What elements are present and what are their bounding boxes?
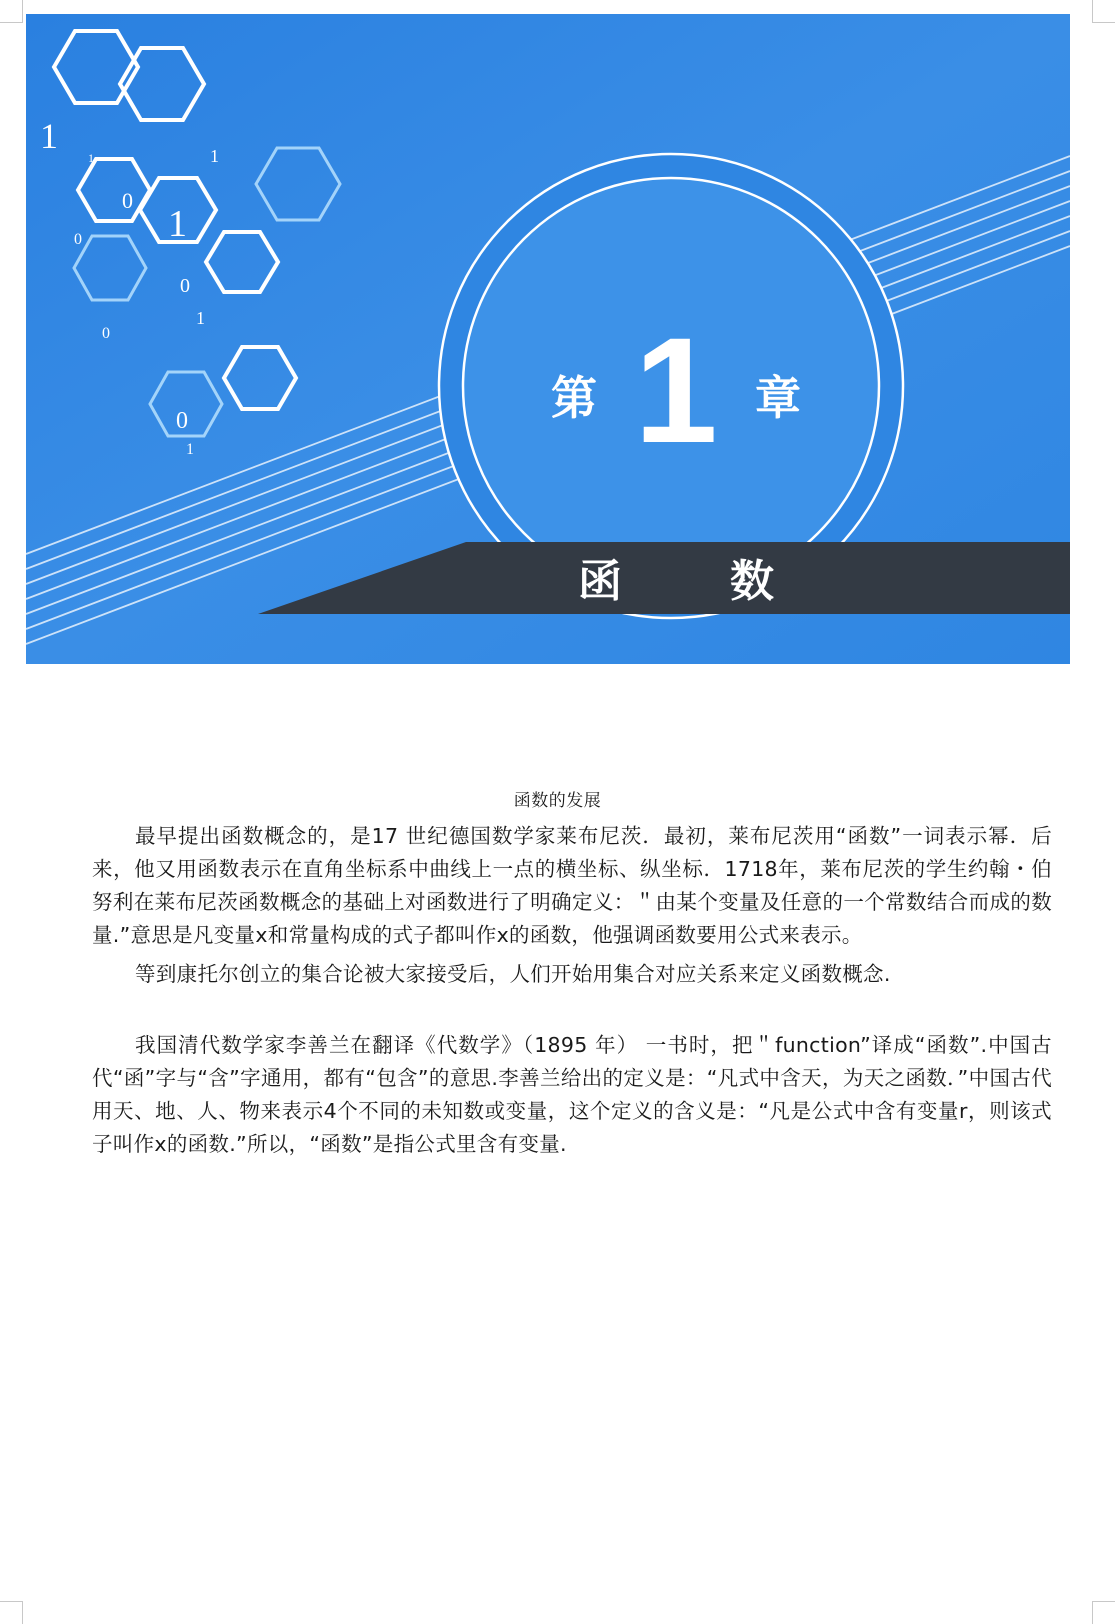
binary-digit: 1 bbox=[88, 151, 94, 165]
binary-digit: 0 bbox=[180, 275, 190, 297]
paragraph: 我国清代数学家李善兰在翻译《代数学》（1895 年） 一书时，把＂function”译成“函数”.中国古代“函”字与“含”字通用，都有“包含”的意思.李善兰给出的定义是：“凡式中含天，为天之函数．”中国古代用天、地、人、物来表示4个不同的未知数或变量，这个定义的含义是：“凡是公式中含有变量r，则该式子叫作x的函数.”所以，“函数”是指公式里含有变量. bbox=[92, 1033, 1052, 1156]
chapter-banner-graphic bbox=[26, 14, 1070, 664]
chapter-title-char: 数 bbox=[730, 556, 774, 607]
chapter-number: 1 bbox=[634, 306, 718, 474]
binary-digit: 0 bbox=[176, 408, 188, 434]
page-corner-mark bbox=[0, 1601, 23, 1624]
binary-digit: 1 bbox=[186, 441, 194, 458]
binary-digit: 1 bbox=[210, 146, 219, 166]
page-corner-mark bbox=[0, 0, 23, 23]
paragraph: 最早提出函数概念的，是17 世纪德国数学家莱布尼茨．最初，莱布尼茨用“函数”一词表示幂．后来，他又用函数表示在直角坐标系中曲线上一点的横坐标、纵坐标．1718年，莱布尼茨的学生约翰・伯努利在莱布尼茨函数概念的基础上对函数进行了明确定义：＂由某个变量及任意的一个常数结合而成的数量.”意思是凡变量x和常量构成的式子都叫作x的函数，他强调函数要用公式来表示。 bbox=[92, 824, 1052, 947]
binary-digit: 1 bbox=[196, 308, 205, 328]
chapter-suffix: 章 bbox=[755, 371, 801, 425]
article-body bbox=[92, 820, 1052, 1161]
page-corner-mark bbox=[1092, 0, 1115, 23]
chapter-banner bbox=[26, 14, 1070, 664]
binary-digit: 1 bbox=[168, 203, 187, 245]
binary-digit: 0 bbox=[74, 231, 82, 248]
binary-digit: 0 bbox=[102, 325, 110, 342]
paragraph: 等到康托尔创立的集合论被大家接受后，人们开始用集合对应关系来定义函数概念. bbox=[135, 962, 891, 986]
binary-digit: 1 bbox=[40, 116, 58, 156]
chapter-title-char: 函 bbox=[578, 556, 622, 607]
chapter-prefix: 第 bbox=[551, 371, 597, 425]
article-title: 函数的发展 bbox=[513, 791, 602, 811]
binary-digit: 0 bbox=[122, 188, 133, 213]
page-corner-mark bbox=[1092, 1601, 1115, 1624]
